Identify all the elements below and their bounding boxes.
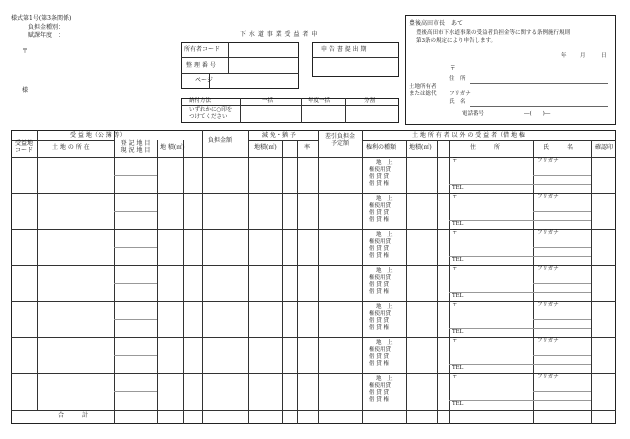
row-postal-mark: 〒 xyxy=(452,338,458,344)
total-label: 合 計 xyxy=(58,412,89,419)
row-postal-mark: 〒 xyxy=(452,374,458,380)
right-type-option: 借 貸 貸 xyxy=(369,390,389,396)
col-rate: 率 xyxy=(304,144,311,151)
col-location: 土 地 の 所 在 xyxy=(52,144,90,151)
col-right-area: 地積(㎡) xyxy=(409,144,432,151)
declaration-address-label: 住 所 xyxy=(449,76,466,82)
main-table xyxy=(11,130,616,424)
submit-date-label: 申 告 書 提 出 期 xyxy=(321,46,367,53)
tax-year-label: 賦課年度 ： xyxy=(28,32,65,39)
payment-lump-label: 一括 xyxy=(262,98,274,104)
right-type-option: 借 貸 権 xyxy=(369,397,389,403)
right-type-option: 権使用貸 xyxy=(369,275,392,281)
payment-method-label: 納付方法 xyxy=(189,98,212,104)
row-tel-label: TEL xyxy=(452,221,464,227)
right-type-option: 借 貸 権 xyxy=(369,253,389,259)
col-name: 氏 名 xyxy=(543,144,574,151)
owner-label-2: または総代 xyxy=(409,91,437,97)
row-postal-mark: 〒 xyxy=(452,194,458,200)
right-type-option: 権使用貸 xyxy=(369,239,392,245)
row-tel-label: TEL xyxy=(452,401,464,407)
payment-installment-label: 分割 xyxy=(364,98,376,104)
right-type-option: 地 上 xyxy=(376,232,393,238)
right-type-option: 借 貸 権 xyxy=(369,181,389,187)
date-month: 月 xyxy=(580,53,586,59)
date-day: 日 xyxy=(601,53,607,59)
declaration-text-line2: 第3条の規定により申告します。 xyxy=(416,38,497,44)
group-beneficiary-land: 受 益 地（公 簿 等） xyxy=(70,132,126,139)
page-label: ページ xyxy=(195,77,213,84)
right-type-option: 借 貸 権 xyxy=(369,325,389,331)
row-furigana-label: フリガナ xyxy=(537,374,559,380)
row-furigana-label: フリガナ xyxy=(537,302,559,308)
owner-label-1: 土地所有者 xyxy=(409,84,437,90)
date-year: 年 xyxy=(561,53,567,59)
row-furigana-label: フリガナ xyxy=(537,338,559,344)
row-tel-label: TEL xyxy=(452,293,464,299)
col-right-type: 権利の種類 xyxy=(366,144,397,151)
row-tel-label: TEL xyxy=(452,365,464,371)
group-reduction: 減 免・猶 予 xyxy=(262,132,296,139)
right-type-option: 地 上 xyxy=(376,196,393,202)
row-furigana-label: フリガナ xyxy=(537,158,559,164)
declaration-addressee: 豊後高田市長 あて xyxy=(409,20,464,27)
right-type-option: 地 上 xyxy=(376,304,393,310)
payment-note-line2: つけてください xyxy=(189,114,228,120)
row-tel-label: TEL xyxy=(452,185,464,191)
right-type-option: 借 貸 貸 xyxy=(369,354,389,360)
form-number: 様式第1号(第3条関係) xyxy=(11,15,72,22)
col-reduction-area: 地積(㎡) xyxy=(254,144,277,151)
col-area: 地 積(㎡) xyxy=(160,144,185,151)
row-postal-mark: 〒 xyxy=(452,230,458,236)
col-land-code: 受益地 コード xyxy=(14,140,33,154)
declaration-phone-label: 電話番号 xyxy=(462,111,485,117)
serial-number-label: 整 理 番 号 xyxy=(186,62,216,69)
row-tel-label: TEL xyxy=(452,257,464,263)
right-type-option: 地 上 xyxy=(376,376,393,382)
right-type-option: 借 貸 貸 xyxy=(369,246,389,252)
right-type-option: 借 貸 貸 xyxy=(369,318,389,324)
postal-mark: 〒 xyxy=(22,48,29,55)
row-furigana-label: フリガナ xyxy=(537,266,559,272)
page-title: 下 水 道 事 業 受 益 者 申 xyxy=(240,31,318,38)
row-furigana-label: フリガナ xyxy=(537,230,559,236)
row-tel-label: TEL xyxy=(452,329,464,335)
row-postal-mark: 〒 xyxy=(452,158,458,164)
right-type-option: 借 貸 貸 xyxy=(369,282,389,288)
honorific: 様 xyxy=(22,87,29,94)
declaration-name-label: 氏 名 xyxy=(449,99,466,105)
row-postal-mark: 〒 xyxy=(452,302,458,308)
declaration-phone-format: ―( )― xyxy=(524,111,551,117)
right-type-option: 権使用貸 xyxy=(369,203,392,209)
declaration-text-line1: 豊後高田市下水道事業の受益者負担金等に関する条例施行規則 xyxy=(416,30,571,36)
right-type-option: 地 上 xyxy=(376,268,393,274)
group-other-beneficiaries: 土 地 所 有 者 以 外 の 受 益 者（借 地 権 xyxy=(412,132,525,139)
row-postal-mark: 〒 xyxy=(452,266,458,272)
right-type-option: 借 貸 権 xyxy=(369,217,389,223)
declaration-postal: 〒 xyxy=(450,66,456,72)
right-type-option: 借 貸 権 xyxy=(369,289,389,295)
col-registry: 登 記 地 目 現 況 地 目 xyxy=(120,140,151,154)
owner-code-label: 所有者コード xyxy=(184,46,221,53)
payment-yearly-label: 年度一括 xyxy=(308,98,331,104)
right-type-option: 借 貸 権 xyxy=(369,361,389,367)
declaration-furigana: フリガナ xyxy=(449,91,471,97)
right-type-option: 権使用貸 xyxy=(369,311,392,317)
right-type-option: 借 貸 貸 xyxy=(369,210,389,216)
col-charge: 負担金額 xyxy=(208,137,233,144)
charge-type-label: 負担金種別： xyxy=(28,24,65,31)
right-type-option: 権使用貸 xyxy=(369,383,392,389)
right-type-option: 権使用貸 xyxy=(369,347,392,353)
right-type-option: 権使用貸 xyxy=(369,167,392,173)
right-type-option: 地 上 xyxy=(376,340,393,346)
row-furigana-label: フリガナ xyxy=(537,194,559,200)
col-deducted: 差引負担金 予定額 xyxy=(324,133,355,147)
col-seal: 確認印 xyxy=(595,144,614,151)
right-type-option: 地 上 xyxy=(376,160,393,166)
col-address: 住 所 xyxy=(470,144,501,151)
payment-note-line1: いずれかに○印を xyxy=(189,107,233,113)
right-type-option: 借 貸 貸 xyxy=(369,174,389,180)
